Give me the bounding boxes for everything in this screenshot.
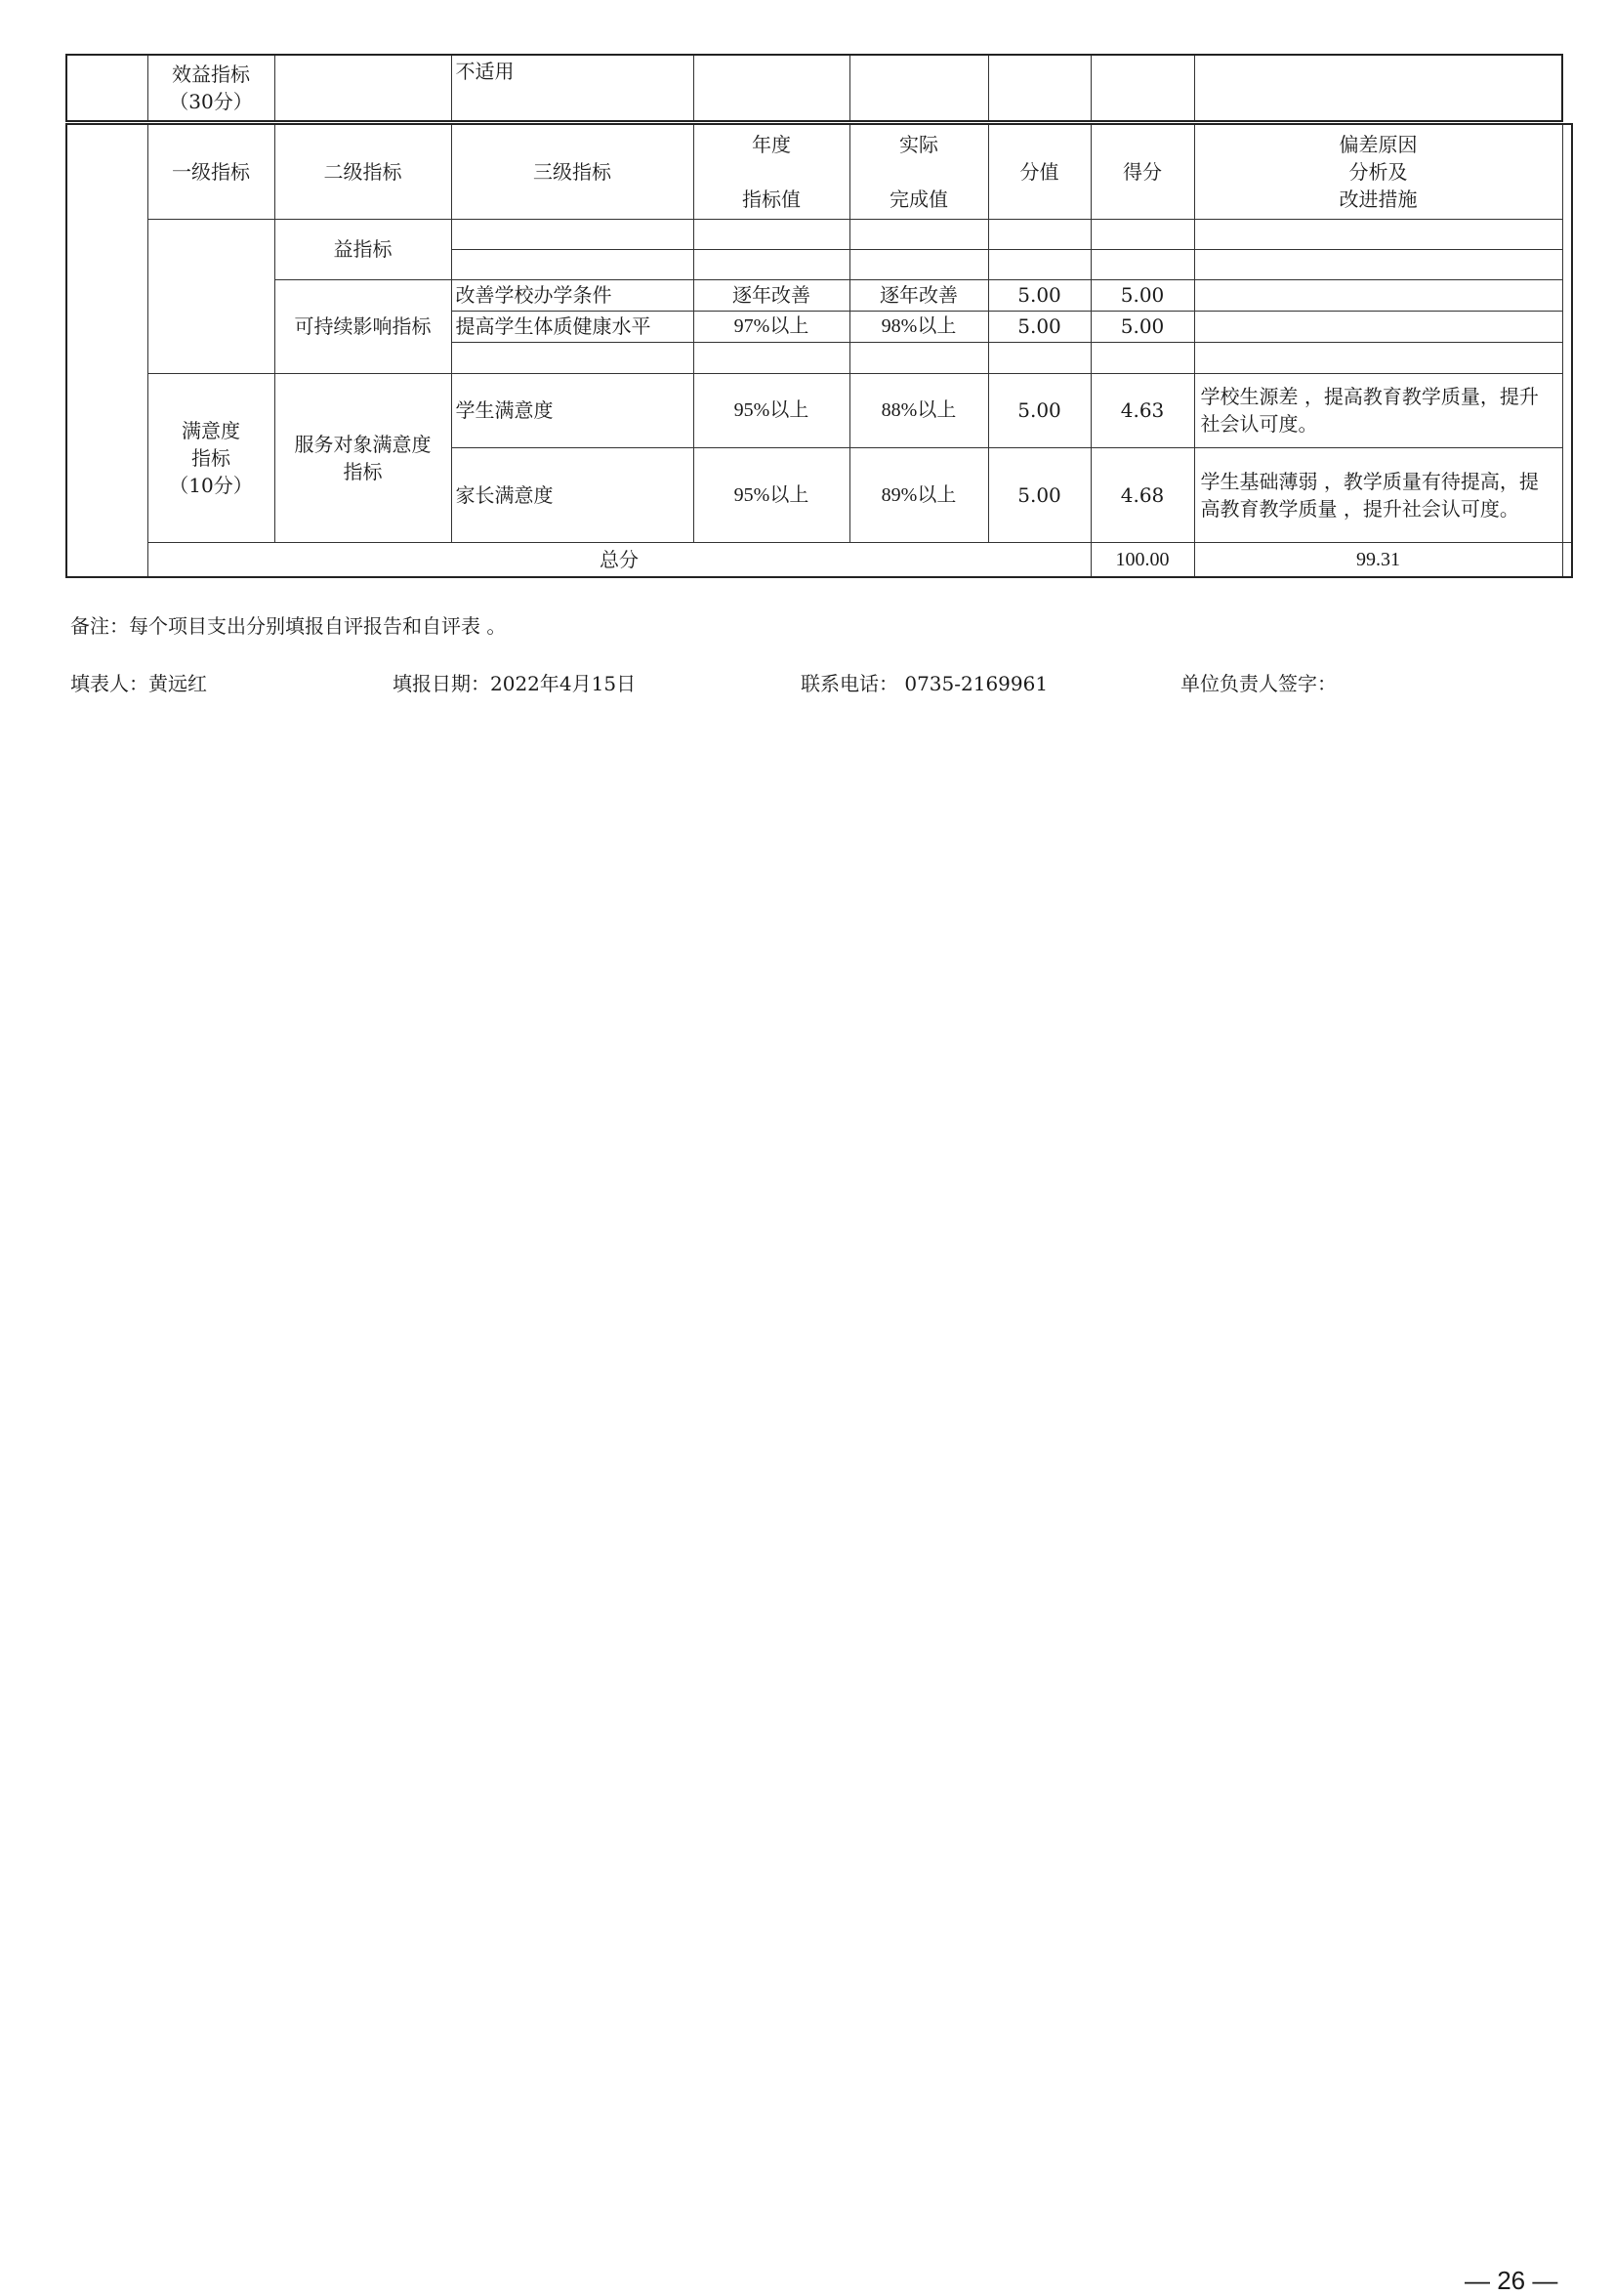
- value-cell: 5.00: [988, 373, 1091, 447]
- level2-cell: [274, 55, 451, 121]
- score-cell: [1091, 55, 1194, 121]
- target-cell: 95%以上: [693, 373, 849, 447]
- blank-cell: [66, 55, 147, 121]
- performance-indicator-table: [65, 123, 1573, 578]
- level1-satisfaction-line3: （10分）: [169, 473, 253, 497]
- header-level1: 一级指标: [147, 124, 274, 219]
- total-value: 100.00: [1091, 542, 1194, 577]
- empty-cell: [849, 249, 988, 279]
- total-label: 总分: [147, 542, 1091, 577]
- signature-label: 单位负责人签字：: [1180, 672, 1337, 695]
- level3-cell: 学生满意度: [451, 373, 693, 447]
- actual-cell: 88%以上: [849, 373, 988, 447]
- header-annual-target-line2: 指标值: [742, 187, 801, 211]
- actual-cell: 89%以上: [849, 447, 988, 542]
- score-cell: 4.68: [1091, 447, 1194, 542]
- header-score-value: 分值: [988, 124, 1091, 219]
- actual-cell: 逐年改善: [849, 279, 988, 311]
- note-cell: 学校生源差 ，提高教育教学质量，提升社会认可度。: [1194, 373, 1562, 447]
- level1-satisfaction-line1: 满意度: [182, 418, 240, 442]
- header-deviation-line3: 改进措施: [1339, 187, 1418, 211]
- score-cell: 5.00: [1091, 311, 1194, 342]
- empty-cell: [988, 249, 1091, 279]
- filler-label: 填表人：黄远红: [70, 672, 207, 695]
- empty-cell: [1194, 219, 1562, 249]
- header-level2: 二级指标: [274, 124, 451, 219]
- benefit-cont-row-1: [66, 219, 1572, 249]
- header-deviation-line2: 分析及: [1348, 159, 1408, 184]
- level3-cell: 改善学校办学条件: [451, 279, 693, 311]
- empty-cell: [693, 219, 849, 249]
- score-cell: 4.63: [1091, 373, 1194, 447]
- benefit-continuation-table: [65, 54, 1563, 122]
- empty-cell: [693, 249, 849, 279]
- empty-cell: [451, 342, 693, 373]
- value-cell: [988, 55, 1091, 121]
- level1-benefit-label: 效益指标: [172, 63, 250, 86]
- remark-note: 备注：每个项目支出分别填报自评报告和自评表 。: [70, 614, 507, 638]
- empty-cell: [451, 219, 693, 249]
- value-cell: 5.00: [988, 311, 1091, 342]
- signature-row: [70, 668, 1554, 697]
- level2-sustainable: 可持续影响指标: [274, 279, 451, 373]
- level2-benefit-cont: 益指标: [274, 219, 451, 279]
- page-number: — 26 —: [1465, 2266, 1558, 2295]
- actual-cell: 98%以上: [849, 311, 988, 342]
- value-cell: 5.00: [988, 279, 1091, 311]
- level1-satisfaction-line2: 指标: [191, 445, 230, 470]
- value-cell: 5.00: [988, 447, 1091, 542]
- level3-cell: 家长满意度: [451, 447, 693, 542]
- header-annual-target-line1: 年度: [752, 132, 791, 156]
- empty-cell: [1194, 342, 1562, 373]
- table-row: [66, 279, 1572, 311]
- level1-satisfaction: [147, 373, 274, 542]
- score-cell: 5.00: [1091, 279, 1194, 311]
- note-cell: [1194, 55, 1562, 121]
- header-score: 得分: [1091, 124, 1194, 219]
- empty-cell: [1091, 219, 1194, 249]
- empty-cell: [1194, 249, 1562, 279]
- note-cell: [1194, 279, 1562, 311]
- level1-benefit-weight: （30分）: [169, 90, 253, 113]
- total-row: [66, 542, 1572, 577]
- level3-cell: 提高学生体质健康水平: [451, 311, 693, 342]
- level1-benefit-cont-cell: [147, 219, 274, 373]
- header-row: [66, 124, 1572, 219]
- header-actual-line1: 实际: [899, 132, 938, 156]
- level2-satisfaction-line2: 指标: [343, 459, 383, 483]
- empty-cell: [849, 342, 988, 373]
- empty-cell: [693, 342, 849, 373]
- note-cell: [1194, 311, 1562, 342]
- header-annual-target: [693, 124, 849, 219]
- target-cell: 逐年改善: [693, 279, 849, 311]
- empty-cell: [1091, 249, 1194, 279]
- empty-cell: [1091, 342, 1194, 373]
- empty-cell: [849, 219, 988, 249]
- target-cell: 97%以上: [693, 311, 849, 342]
- empty-cell: [451, 249, 693, 279]
- level3-not-applicable: 不适用: [451, 55, 693, 121]
- header-deviation: [1194, 124, 1562, 219]
- leftmost-blank-cell: [66, 124, 147, 577]
- level2-satisfaction: [274, 373, 451, 542]
- empty-cell: [988, 342, 1091, 373]
- note-cell: 学生基础薄弱 ，教学质量有待提高，提高教育教学质量 ，提升社会认可度。: [1194, 447, 1562, 542]
- total-note: [1562, 542, 1572, 577]
- target-cell: 95%以上: [693, 447, 849, 542]
- actual-cell: [849, 55, 988, 121]
- header-deviation-line1: 偏差原因: [1339, 132, 1418, 156]
- fill-date: 填报日期：2022年4月15日: [393, 672, 637, 695]
- empty-cell: [988, 219, 1091, 249]
- target-cell: [693, 55, 849, 121]
- total-score: 99.31: [1194, 542, 1562, 577]
- header-level3: 三级指标: [451, 124, 693, 219]
- table-row: [66, 373, 1572, 447]
- level2-satisfaction-line1: 服务对象满意度: [294, 432, 432, 456]
- level1-benefit-cell: [147, 55, 274, 121]
- contact-phone: 联系电话： 0735-2169961: [801, 672, 1049, 695]
- header-actual-line2: 完成值: [890, 187, 948, 211]
- header-actual: [849, 124, 988, 219]
